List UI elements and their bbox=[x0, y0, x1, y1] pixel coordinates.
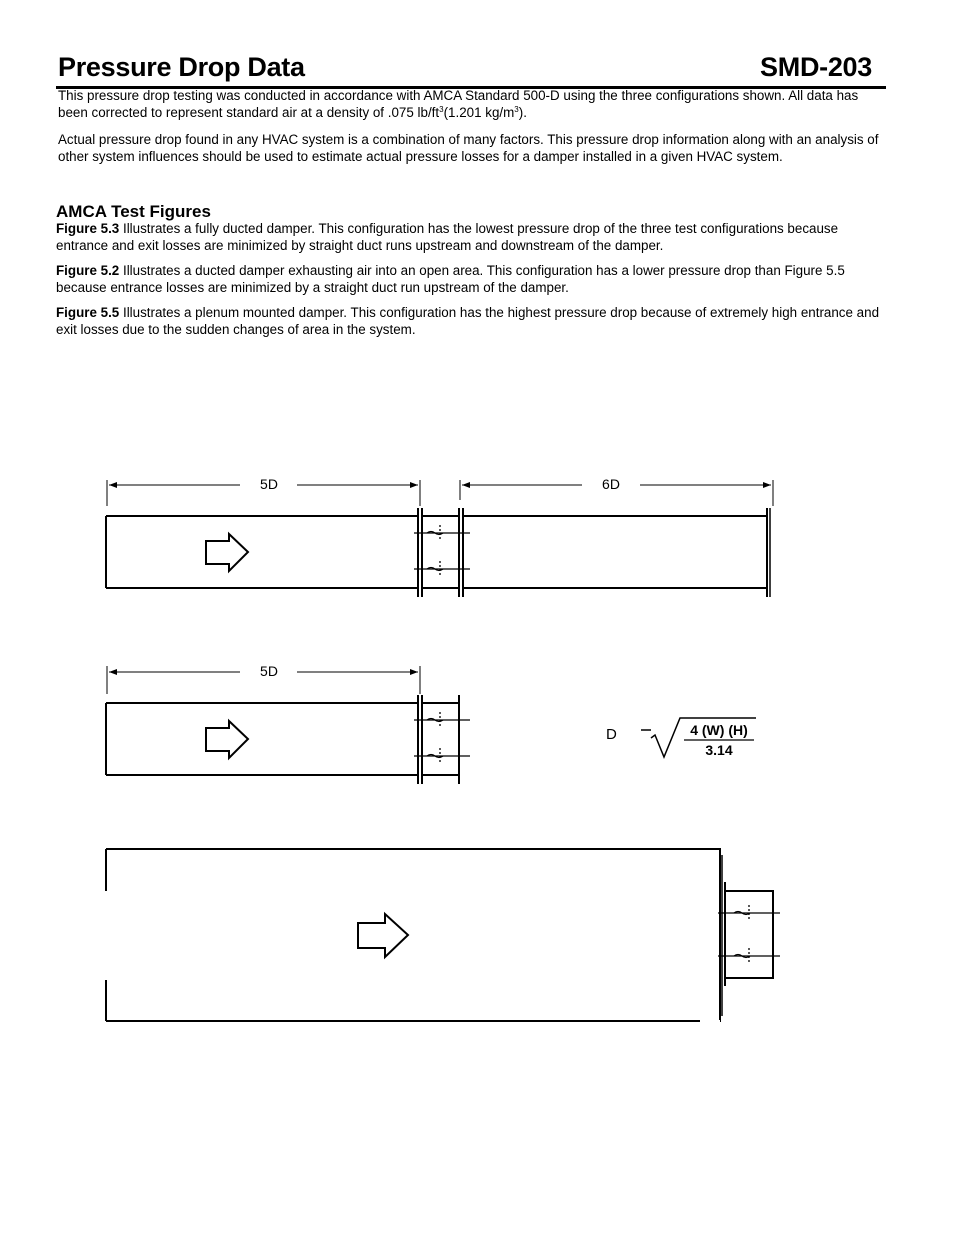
dimension-label-5d: 5D bbox=[260, 476, 278, 492]
document-code: SMD-203 bbox=[760, 52, 872, 82]
airflow-arrow-icon bbox=[206, 534, 248, 571]
figure-5-3-description: Figure 5.3 Illustrates a fully ducted damper. This configuration has the lowest pressure drop of the three test configurations because entrance and exit losses are minimized by straight duct runs upstream and downstream of the damper. bbox=[56, 221, 839, 253]
fully-ducted-configuration bbox=[106, 476, 773, 597]
section-heading: AMCA Test Figures bbox=[56, 202, 211, 221]
airflow-arrow-icon bbox=[358, 914, 408, 957]
dimension-label-6d: 6D bbox=[602, 476, 620, 492]
plenum-mounted-configuration bbox=[106, 849, 780, 1021]
airflow-arrow-icon bbox=[206, 721, 248, 758]
figure-5-5-description: Figure 5.5 Illustrates a plenum mounted damper. This configuration has the highest pressure drop because of extremely high entrance and exit losses due to the sudden changes of area in the system. bbox=[56, 305, 880, 337]
page-title: Pressure Drop Data bbox=[58, 52, 305, 82]
formula-numerator: 4 (W) (H) bbox=[690, 722, 748, 738]
figure-5-2-description: Figure 5.2 Illustrates a ducted damper exhausting air into an open area. This configuration has a lower pressure drop than Figure 5.5 because entrance losses are minimized by a straight duct run upstream of the damper. bbox=[56, 263, 845, 295]
intro-paragraph-1: This pressure drop testing was conducted in accordance with AMCA Standard 500-D using the three configurations shown. All data has been corrected to represent standard air at a density of .075 $lb/ft^3(1.201$ $kg/m^3$). bbox=[58, 88, 859, 120]
formula-denominator: 3.14 bbox=[705, 742, 733, 758]
dimension-label-5d-fig2: 5D bbox=[260, 663, 278, 679]
formula-variable: D bbox=[606, 726, 617, 743]
intro-paragraph-2: Actual pressure drop found in any HVAC system is a combination of many factors. This pressure drop information along with an analysis of other system influences should be used to estimate actual pressure losses for a damper installed in a given HVAC system. bbox=[58, 132, 879, 164]
ducted-exhaust-configuration bbox=[106, 663, 756, 784]
